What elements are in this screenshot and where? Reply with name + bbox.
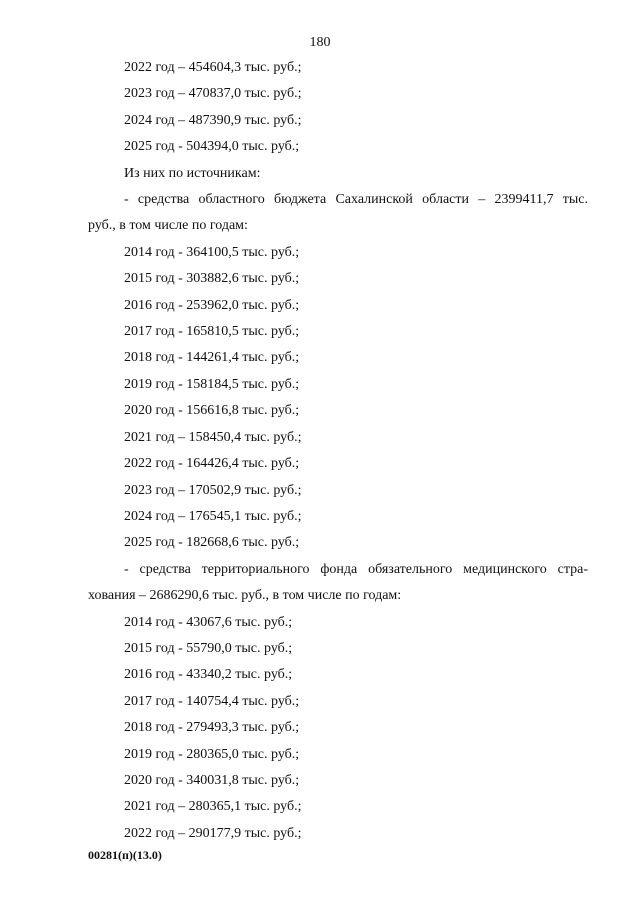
year-line: 2018 год - 279493,3 тыс. руб.; <box>124 720 300 736</box>
year-line: 2023 год – 170502,9 тыс. руб.; <box>124 482 302 498</box>
year-line: 2025 год - 504394,0 тыс. руб.; <box>124 139 300 155</box>
year-line: 2024 год – 176545,1 тыс. руб.; <box>124 508 302 524</box>
year-line: 2014 год - 364100,5 тыс. руб.; <box>124 244 300 260</box>
year-line: 2015 год - 303882,6 тыс. руб.; <box>124 271 300 287</box>
year-line: 2019 год - 158184,5 тыс. руб.; <box>124 376 300 392</box>
regional-budget-line2: руб., в том числе по годам: <box>88 218 248 234</box>
year-line: 2021 год – 280365,1 тыс. руб.; <box>124 799 302 815</box>
sources-heading: Из них по источникам: <box>124 165 261 181</box>
year-line: 2016 год - 43340,2 тыс. руб.; <box>124 667 293 683</box>
year-line: 2018 год - 144261,4 тыс. руб.; <box>124 350 300 366</box>
year-line: 2020 год - 156616,8 тыс. руб.; <box>124 403 300 419</box>
year-line: 2015 год - 55790,0 тыс. руб.; <box>124 640 293 656</box>
document-body <box>88 55 588 847</box>
year-line: 2014 год - 43067,6 тыс. руб.; <box>124 614 293 630</box>
year-line: 2022 год - 164426,4 тыс. руб.; <box>124 456 300 472</box>
year-line: 2024 год – 487390,9 тыс. руб.; <box>124 112 302 128</box>
year-line: 2017 год - 140754,4 тыс. руб.; <box>124 693 300 709</box>
page-number: 180 <box>309 35 331 50</box>
year-line: 2016 год - 253962,0 тыс. руб.; <box>124 297 300 313</box>
year-line: 2022 год – 454604,3 тыс. руб.; <box>124 60 302 75</box>
document-code: 00281(п)(13.0) <box>88 848 162 862</box>
year-line: 2017 год - 165810,5 тыс. руб.; <box>124 324 300 340</box>
year-line: 2021 год – 158450,4 тыс. руб.; <box>124 429 302 445</box>
year-line: 2019 год - 280365,0 тыс. руб.; <box>124 746 300 762</box>
insurance-fund-line1: - средства территориального фонда обязательного медицинского стра- <box>124 561 588 577</box>
insurance-fund-line2: хования – 2686290,6 тыс. руб., в том числе по годам: <box>88 588 402 604</box>
year-line: 2023 год – 470837,0 тыс. руб.; <box>124 86 302 102</box>
year-line: 2025 год - 182668,6 тыс. руб.; <box>124 535 300 551</box>
year-line: 2022 год – 290177,9 тыс. руб.; <box>124 825 302 841</box>
regional-budget-line1: - средства областного бюджета Сахалинской области – 2399411,7 тыс. <box>124 192 588 208</box>
year-line: 2020 год - 340031,8 тыс. руб.; <box>124 772 300 788</box>
